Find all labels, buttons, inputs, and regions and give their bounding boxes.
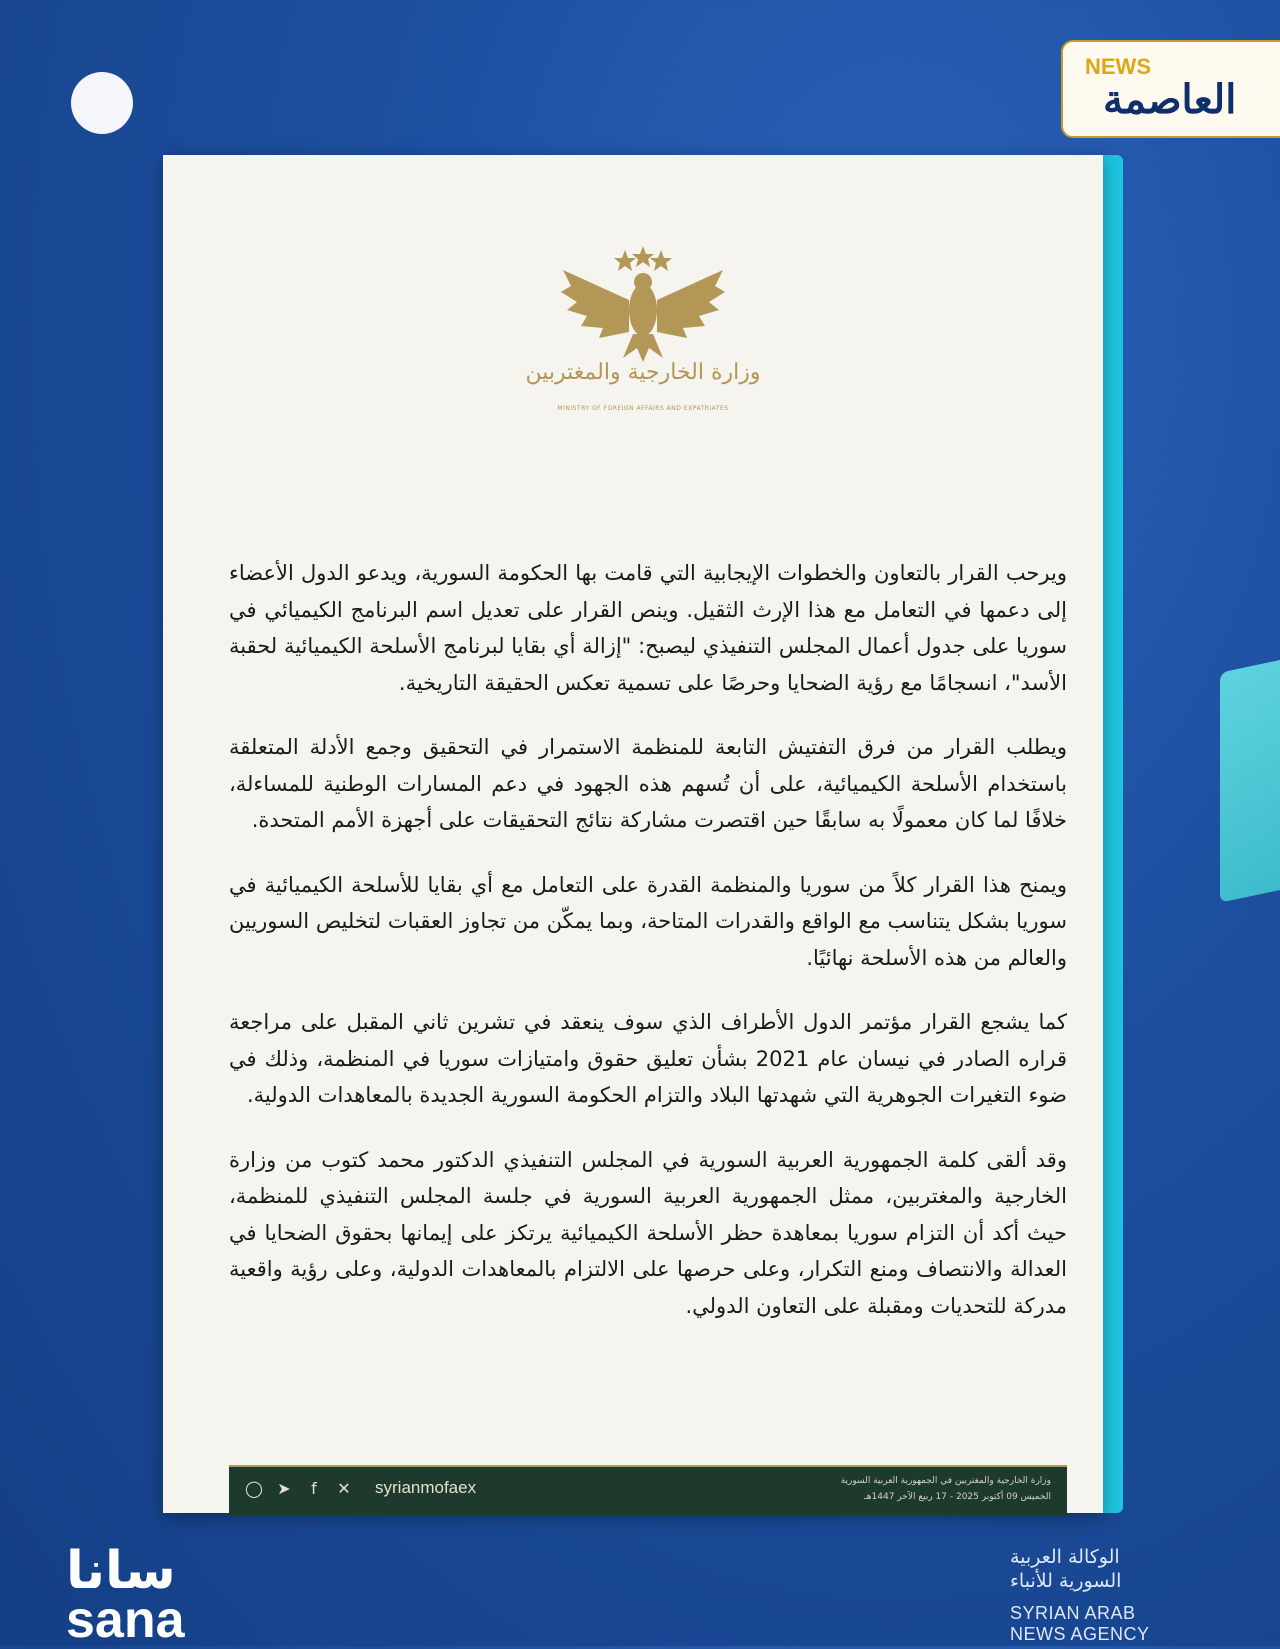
agency-name-english-line1: SYRIAN ARAB — [1010, 1603, 1136, 1623]
paragraph: كما يشجع القرار مؤتمر الدول الأطراف الذي سوف ينعقد في تشرين ثاني المقبل على مراجعة قراره الصادر في نيسان عام 2021 بشأن تعليق حقوق وامتيازات سوريا في المنظمة، وذلك في ضوء التغيرات الجوهرية التي شهدتها البلاد والتزام الحكومة السورية الجديدة بالمعاهدات الدولية. — [229, 1010, 1067, 1107]
decorative-side-card — [1220, 647, 1280, 903]
logo-news-text: NEWS — [1085, 54, 1151, 79]
document-page — [163, 155, 1103, 1513]
statement-document — [163, 155, 1133, 1513]
agency-name-arabic-line1: الوكالة العربية — [1010, 1546, 1120, 1568]
telegram-icon[interactable]: ➤ — [277, 1478, 291, 1498]
decorative-circle — [71, 72, 133, 134]
alassema-news-logo — [1061, 40, 1280, 138]
x-icon[interactable]: ✕ — [337, 1478, 351, 1498]
sana-logo-arabic: سانا — [66, 1541, 176, 1601]
document-footer — [229, 1465, 1067, 1515]
paragraph: ويمنح هذا القرار كلاً من سوريا والمنظمة القدرة على التعامل مع أي بقايا للأسلحة الكيميائية في سوريا بشكل يتناسب مع الواقع والقدرات المتاحة، وبما يمكّن من تجاوز العقبات لتخليص السوريين والعالم من هذه الأسلحة نهائيًا. — [229, 872, 1067, 970]
facebook-icon[interactable]: f — [311, 1478, 317, 1498]
footer-org-info — [841, 1473, 1051, 1505]
ministry-name-arabic: وزارة الخارجية والمغتربين — [525, 360, 761, 385]
logo-arabic-text: العاصمة — [1103, 76, 1237, 123]
agency-name-arabic-line2: السورية للأنباء — [1010, 1570, 1122, 1592]
agency-name-block — [1010, 1545, 1220, 1645]
footer-org-line: وزارة الخارجية والمغتربين في الجمهورية العربية السورية — [840, 1476, 1051, 1486]
social-links — [245, 1478, 477, 1498]
paragraph: ويطلب القرار من فرق التفتيش التابعة للمنظمة الاستمرار في التحقيق وجمع الأدلة المتعلقة باستخدام الأسلحة الكيميائية، على أن تُسهم هذه الجهود في دعم المسارات الوطنية للمساءلة، خلافًا لما كان معمولًا به سابقًا حين اقتصرت مشاركة نتائج التحقيقات على أجهزة الأمم المتحدة. — [229, 735, 1067, 832]
paragraph: ويرحب القرار بالتعاون والخطوات الإيجابية التي قامت بها الحكومة السورية، ويدعو الدول الأعضاء إلى دعمها في التعامل مع هذا الإرث الثقيل. وينص القرار على تعديل اسم البرنامج الكيميائي في سوريا على جدول أعمال المجلس التنفيذي ليصبح: "إزالة أي بقايا لبرنامج الأسلحة الكيميائية لحقبة الأسد"، انسجامًا مع رؤية الضحايا وحرصًا على تسمية تعكس الحقيقة التاريخية. — [229, 561, 1067, 695]
sana-logo — [66, 1541, 246, 1649]
eagle-emblem-icon — [553, 240, 733, 420]
paragraph: وقد ألقى كلمة الجمهورية العربية السورية في المجلس التنفيذي الدكتور محمد كتوب من وزارة الخارجية والمغتربين، ممثل الجمهورية العربية السورية في جلسة المجلس التنفيذي للمنظمة، حيث أكد أن التزام سوريا بمعاهدة حظر الأسلحة الكيميائية يرتكز على إيمانها بحقوق الضحايا في العدالة والانتصاف ومنع التكرار، وعلى حرصها على الالتزام بالمعاهدات الدولية، وعلى رؤية واقعية مدركة للتحديات ومقبلة على التعاون الدولي. — [229, 1147, 1067, 1318]
sana-logo-english: sana — [66, 1591, 185, 1649]
statement-body — [229, 555, 1067, 1352]
footer-date-line: الخميس 09 أكتوبر 2025 - 17 ربيع الآخر 1447هـ — [864, 1492, 1051, 1502]
social-handle[interactable]: syrianmofaex — [375, 1478, 477, 1497]
instagram-icon[interactable]: ◯ — [245, 1478, 263, 1498]
ministry-name-english: MINISTRY OF FOREIGN AFFAIRS AND EXPATRIATES — [557, 405, 729, 412]
agency-name-english-line2: NEWS AGENCY — [1010, 1624, 1150, 1644]
